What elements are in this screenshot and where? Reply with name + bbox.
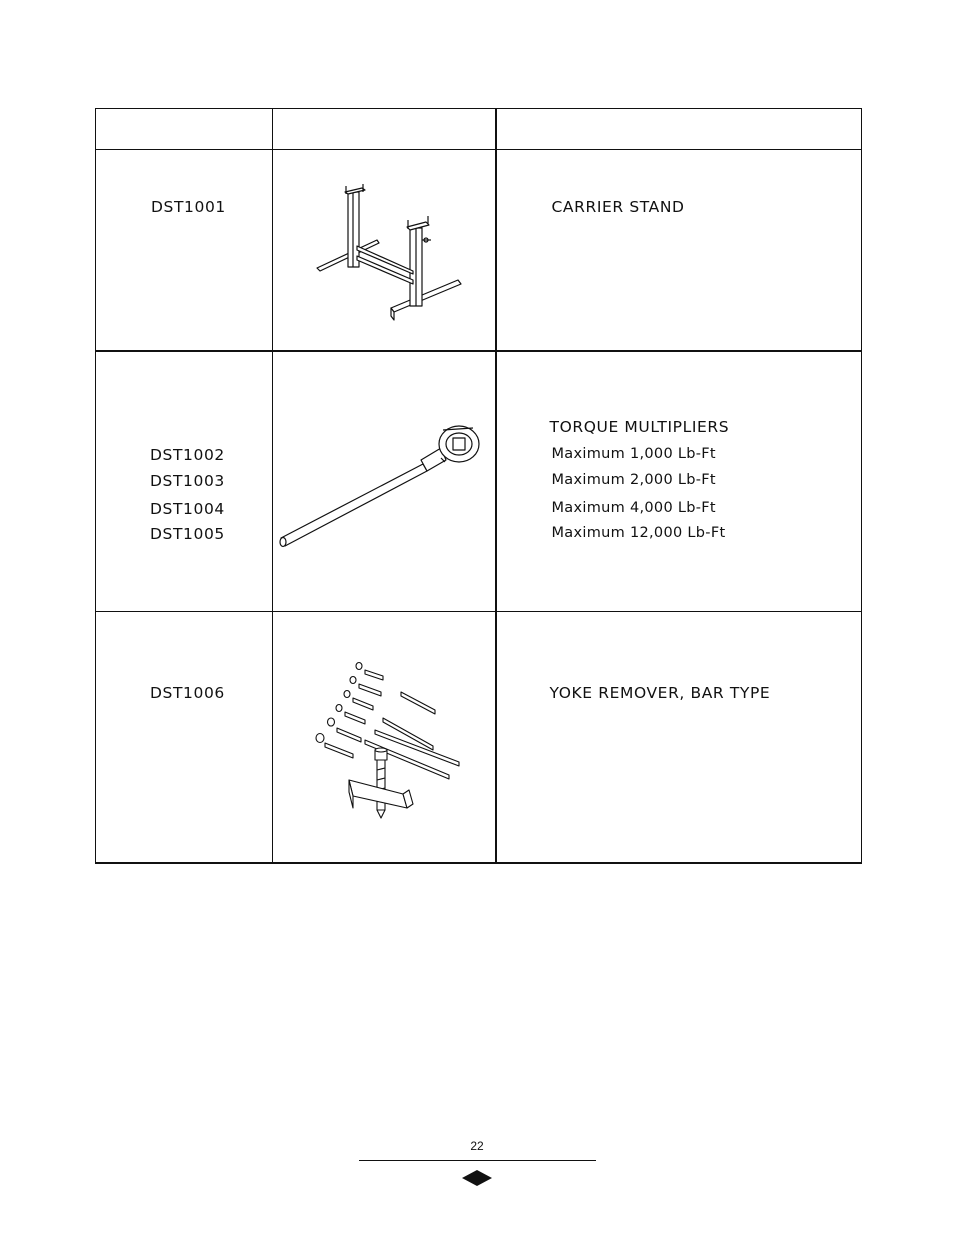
- carrier-stand-illustration: [273, 150, 495, 350]
- part-number: DST1006: [150, 684, 225, 702]
- capacity-line: Maximum 1,000 Lb-Ft: [551, 445, 716, 462]
- table-row: [96, 351, 862, 612]
- description-title: TORQUE MULTIPLIERS: [549, 417, 730, 436]
- page-number: 22: [470, 1139, 484, 1153]
- part-number: DST1001: [151, 198, 226, 216]
- torque-multiplier-illustration: [273, 352, 495, 612]
- header-illustration-cell: [273, 109, 496, 150]
- part-number-cell: [96, 150, 273, 351]
- table-row: [96, 612, 862, 863]
- part-number: DST1002: [150, 445, 225, 464]
- description-cell: [496, 351, 862, 612]
- illustration-cell: [273, 612, 496, 863]
- part-number: DST1005: [150, 524, 225, 543]
- yoke-remover-illustration: [273, 612, 495, 862]
- capacity-line: Maximum 4,000 Lb-Ft: [551, 499, 716, 516]
- header-row: [96, 109, 862, 150]
- part-number-cell: [96, 612, 273, 863]
- header-part-number-cell: [96, 109, 273, 150]
- footer-divider: [359, 1160, 596, 1161]
- diamond-logo-icon: [462, 1169, 492, 1187]
- tool-table: [95, 108, 862, 864]
- description-title: CARRIER STAND: [551, 198, 685, 216]
- illustration-cell: [273, 351, 496, 612]
- description-title: YOKE REMOVER, BAR TYPE: [549, 684, 771, 702]
- table-row: [96, 150, 862, 351]
- header-description-cell: [496, 109, 862, 150]
- capacity-line: Maximum 12,000 Lb-Ft: [551, 524, 726, 541]
- description-cell: [496, 612, 862, 863]
- part-number-cell: [96, 351, 273, 612]
- capacity-line: Maximum 2,000 Lb-Ft: [551, 471, 716, 488]
- part-number: DST1003: [150, 471, 225, 490]
- part-number: DST1004: [150, 499, 225, 518]
- illustration-cell: [273, 150, 496, 351]
- description-cell: [496, 150, 862, 351]
